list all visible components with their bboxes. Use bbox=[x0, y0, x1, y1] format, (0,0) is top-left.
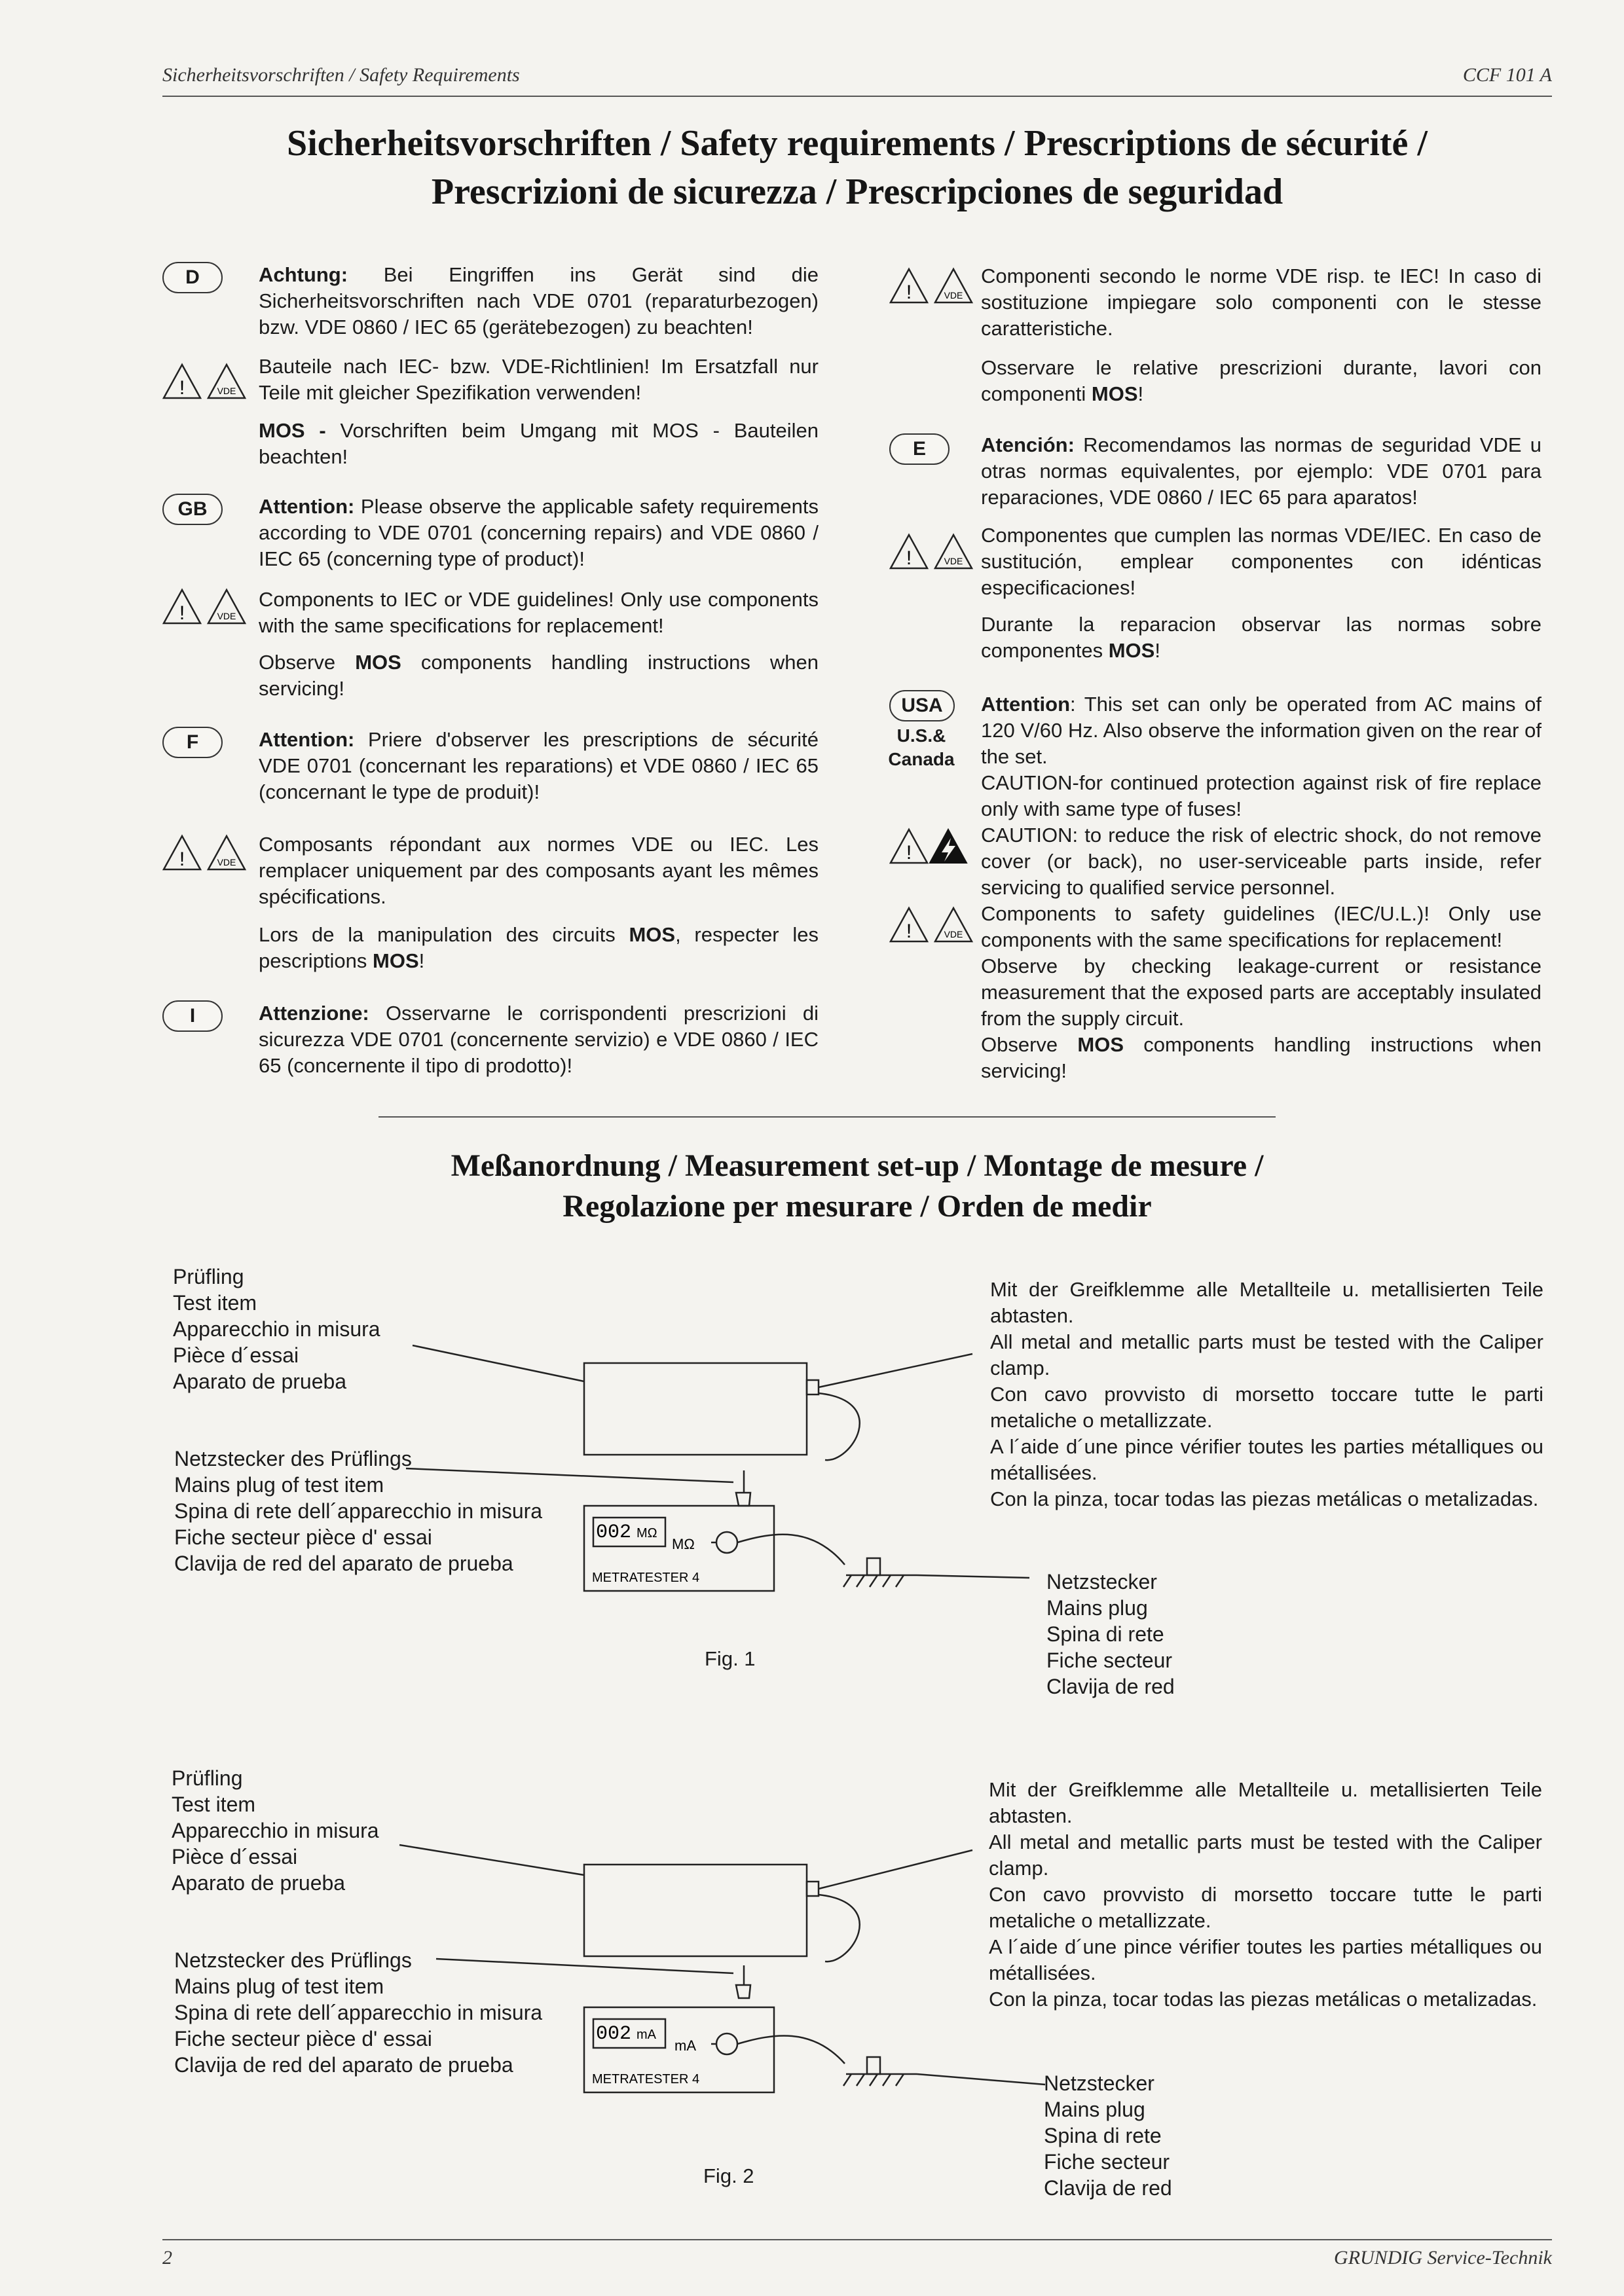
warning-vde-icon bbox=[889, 905, 974, 947]
gb-components-para: Components to IEC or VDE guidelines! Only use components with the same specifications for replacement! bbox=[259, 588, 819, 637]
e-mos-para bbox=[981, 611, 1541, 664]
fig2-mains-label: Netzstecker bbox=[1044, 2071, 1154, 2095]
f-mos-para bbox=[259, 922, 819, 974]
fig2-caliper-line: A l´aide d´une pince vérifier toutes les parties métalliques ou métallisées. bbox=[989, 1935, 1542, 1984]
e-mos-post: ! bbox=[1154, 639, 1160, 662]
running-footer-right: GRUNDIG Service-Technik bbox=[1334, 2247, 1552, 2269]
f-mos-pre: Lors de la manipulation des circuits bbox=[259, 923, 629, 946]
fig1-test-item-label: Aparato de prueba bbox=[173, 1370, 347, 1393]
warning-vde-icon bbox=[162, 587, 248, 629]
gb-attention-text: Please observe the applicable safety requirements according to VDE 0701 (concerning repairs) and VDE 0860 / IEC 65 (concerning type of product)! bbox=[259, 495, 819, 570]
fig2-leader-line bbox=[399, 1845, 584, 1875]
fig2-meter-probe-socket bbox=[716, 2033, 737, 2054]
gb-mos-label: MOS bbox=[355, 651, 401, 674]
lang-badge-i: I bbox=[162, 1000, 223, 1032]
i-attention-text: Osservarne le corrispondenti prescrizioni di sicurezza VDE 0701 (concernente servizio) e VDE 0860 / IEC 65 (concernente il tipo di prodotto)! bbox=[259, 1002, 819, 1077]
f-mos-label-2: MOS bbox=[373, 949, 419, 972]
fig2-mains-leader bbox=[436, 1959, 733, 1973]
vde-mark: VDE bbox=[217, 611, 236, 621]
fig2-mains-test-label: Mains plug of test item bbox=[174, 1975, 384, 1998]
svg-text:!: ! bbox=[906, 547, 912, 569]
fig2-mains-label: Fiche secteur bbox=[1044, 2150, 1170, 2174]
fig1-mains-label: Fiche secteur bbox=[1046, 1649, 1173, 1672]
page-number: 2 bbox=[162, 2247, 172, 2269]
f-mos-mid: , respecter les pescriptions bbox=[259, 923, 819, 972]
fig1-rear-socket bbox=[807, 1380, 819, 1394]
fig1-caption: Fig. 1 bbox=[705, 1647, 756, 1670]
fig1-test-item-box bbox=[584, 1363, 807, 1455]
usa-attention-para bbox=[981, 691, 1541, 770]
running-header-left: Sicherheitsvorschriften / Safety Requirements bbox=[162, 64, 520, 86]
fig2-caliper-line: Con cavo provvisto di morsetto toccare tutte le parti metaliche o metallizzate. bbox=[989, 1883, 1542, 1932]
usa-leakage-para: Observe by checking leakage-current or resistance measurement that the exposed parts are acceptably insulated from the supply circuit. bbox=[981, 955, 1541, 1030]
measurement-title bbox=[162, 1146, 1552, 1227]
usa-caution-fire-para: CAUTION-for continued protection against risk of fire replace only with same type of fuses! bbox=[981, 771, 1541, 820]
d-attention-text: Bei Eingriffen ins Gerät sind die Sicherheitsvorschriften nach VDE 0701 (reparaturbezogen) bzw. VDE 0860 / IEC 65 (gerätebezogen) zu beachten! bbox=[259, 263, 819, 338]
fig2-wall-plug bbox=[867, 2057, 880, 2074]
usa-mos-label: MOS bbox=[1077, 1033, 1124, 1056]
usa-attention-label: Attention bbox=[981, 693, 1071, 716]
fig1-meter-name: METRATESTER 4 bbox=[592, 1571, 700, 1585]
usa-mos-post: components handling instructions when servicing! bbox=[981, 1033, 1541, 1082]
page-title-line2: Prescrizioni de sicurezza / Prescripciones de seguridad bbox=[431, 172, 1283, 212]
i-mos-label: MOS bbox=[1091, 382, 1138, 405]
fig2-mains-label: Clavija de red bbox=[1044, 2176, 1172, 2200]
shock-warning-icon bbox=[889, 826, 974, 869]
gb-mos-pre: Observe bbox=[259, 651, 356, 674]
i-attention-label: Attenzione: bbox=[259, 1002, 369, 1025]
fig1-caliper-line: Mit der Greifklemme alle Metallteile u. metallisierten Teile abtasten. bbox=[990, 1278, 1543, 1327]
fig1-test-lead bbox=[737, 1535, 845, 1565]
fig1-diagram bbox=[393, 1309, 1048, 1637]
fig2-caliper-text bbox=[989, 1777, 1542, 2013]
fig2-meter-unit: mA bbox=[674, 2037, 696, 2054]
lang-badge-usa: USA bbox=[889, 690, 955, 721]
warning-vde-icon bbox=[889, 266, 974, 308]
fig1-mains-label: Spina di rete bbox=[1046, 1622, 1164, 1646]
fig1-meter-unit: MΩ bbox=[672, 1536, 695, 1552]
fig1-mains-test-label: Fiche secteur pièce d' essai bbox=[174, 1525, 432, 1549]
fig1-wall-plug bbox=[867, 1558, 880, 1575]
fig2-mains-test-label: Clavija de red del aparato de prueba bbox=[174, 2053, 513, 2077]
usa-canada-line1: U.S.& bbox=[896, 725, 946, 746]
fig2-test-item-label: Apparecchio in misura bbox=[172, 1819, 379, 1842]
fig2-meter-readout-unit: mA bbox=[637, 2028, 656, 2042]
usa-canada-label bbox=[883, 724, 960, 771]
e-attention-text: Recomendamos las normas de seguridad VDE u otras normas equivalentes, por ejemplo: VDE 0701 para reparaciones, VDE 0860 / IEC 65 para aparatos! bbox=[981, 433, 1541, 509]
svg-text:!: ! bbox=[906, 842, 912, 864]
fig1-mains-test-label: Clavija de red del aparato de prueba bbox=[174, 1552, 513, 1575]
header-rule bbox=[162, 96, 1552, 97]
measurement-title-line1: Meßanordnung / Measurement set-up / Montage de mesure / bbox=[451, 1148, 1264, 1183]
d-attention-para bbox=[259, 262, 819, 340]
vde-mark: VDE bbox=[944, 290, 963, 301]
fig1-meter-readout: 002 bbox=[596, 1522, 632, 1544]
d-mos-label: MOS - bbox=[259, 419, 326, 442]
usa-mos-para bbox=[981, 1032, 1541, 1084]
fig1-mains-test-label: Spina di rete dell´apparecchio in misura bbox=[174, 1499, 543, 1523]
lang-badge-f: F bbox=[162, 727, 223, 758]
page-title-line1: Sicherheitsvorschriften / Safety requirements / Prescriptions de sécurité / bbox=[287, 123, 1428, 164]
svg-text:!: ! bbox=[179, 848, 185, 870]
lang-badge-d: D bbox=[162, 262, 223, 293]
fig2-rear-socket bbox=[807, 1882, 819, 1896]
fig2-test-item-label: Pièce d´essai bbox=[172, 1845, 298, 1868]
fig1-test-item-labels bbox=[173, 1264, 380, 1394]
fig2-mains-test-label: Netzstecker des Prüflings bbox=[174, 1948, 412, 1972]
fig1-mains-test-label: Netzstecker des Prüflings bbox=[174, 1447, 412, 1470]
d-components-para: Bauteile nach IEC- bzw. VDE-Richtlinien! Im Ersatzfall nur Teile mit gleicher Spezifikation verwenden! bbox=[259, 355, 819, 404]
warning-vde-icon bbox=[889, 532, 974, 574]
measurement-title-line2: Regolazione per mesurare / Orden de medir bbox=[563, 1189, 1152, 1224]
fig2-test-item-label: Prüfling bbox=[172, 1766, 243, 1790]
fig1-mains-plug-leader bbox=[917, 1575, 1029, 1578]
usa-components-para: Components to safety guidelines (IEC/U.L.)! Only use components with the same specifications for replacement! bbox=[981, 902, 1541, 951]
fig2-mains-test-label: Fiche secteur pièce d' essai bbox=[174, 2027, 432, 2050]
fig1-caliper-line: Con cavo provvisto di morsetto toccare tutte le parti metaliche o metallizzate. bbox=[990, 1383, 1543, 1432]
lang-badge-gb: GB bbox=[162, 494, 223, 525]
e-mos-pre: Durante la reparacion observar las normas sobre componentes bbox=[981, 613, 1541, 662]
fig1-meter-plug bbox=[736, 1493, 750, 1506]
fig1-test-item-label: Apparecchio in misura bbox=[173, 1317, 380, 1341]
usa-caution-shock-para: CAUTION: to reduce the risk of electric shock, do not remove cover (or back), no user-serviceable parts inside, refer servicing to qualified service personnel. bbox=[981, 824, 1541, 899]
fig1-leader-line bbox=[413, 1345, 584, 1381]
page-title bbox=[162, 119, 1552, 216]
e-components-para: Componentes que cumplen las normas VDE/IEC. En caso de sustitución, emplear componentes con idénticas especificaciones! bbox=[981, 524, 1541, 599]
fig2-caliper-clamp bbox=[819, 1850, 972, 1889]
fig2-mains-plug-leader bbox=[917, 2074, 1045, 2085]
usa-mos-pre: Observe bbox=[981, 1033, 1078, 1056]
fig1-caliper-line: All metal and metallic parts must be tested with the Caliper clamp. bbox=[990, 1330, 1543, 1379]
svg-text:!: ! bbox=[906, 920, 912, 942]
fig2-caption: Fig. 2 bbox=[703, 2164, 754, 2187]
fig1-mains-label: Clavija de red bbox=[1046, 1675, 1175, 1698]
d-attention-label: Achtung: bbox=[259, 263, 348, 286]
f-components-para: Composants répondant aux normes VDE ou IEC. Les remplacer uniquement par des composants ayant les mêmes spécifications. bbox=[259, 833, 819, 908]
fig1-mains-labels bbox=[1046, 1569, 1175, 1700]
i-attention-para bbox=[259, 1000, 819, 1079]
section-divider bbox=[378, 1116, 1276, 1118]
f-attention-text: Priere d'observer les prescriptions de sécurité VDE 0701 (concernant les reparations) et VDE 0860 / IEC 65 (concernant le type de produit)! bbox=[259, 728, 819, 803]
svg-text:!: ! bbox=[179, 602, 185, 624]
footer-rule bbox=[162, 2239, 1552, 2240]
fig2-test-item-label: Aparato de prueba bbox=[172, 1871, 346, 1895]
fig2-test-item-label: Test item bbox=[172, 1793, 256, 1816]
fig1-mains-leader bbox=[406, 1468, 733, 1482]
fig2-mains-test-label: Spina di rete dell´apparecchio in misura bbox=[174, 2001, 543, 2024]
fig1-power-cable bbox=[819, 1393, 860, 1460]
fig2-caliper-line: All metal and metallic parts must be tested with the Caliper clamp. bbox=[989, 1831, 1542, 1880]
svg-text:!: ! bbox=[906, 282, 912, 303]
vde-mark: VDE bbox=[944, 556, 963, 566]
fig1-meter-probe-socket bbox=[716, 1532, 737, 1553]
gb-mos-para bbox=[259, 649, 819, 702]
fig1-mains-label: Netzstecker bbox=[1046, 1570, 1157, 1594]
fig1-test-item-label: Prüfling bbox=[173, 1265, 244, 1288]
fig1-caliper-line: A l´aide d´une pince vérifier toutes les parties métalliques ou métallisées. bbox=[990, 1435, 1543, 1484]
lang-badge-e: E bbox=[889, 433, 950, 465]
fig1-mains-test-label: Mains plug of test item bbox=[174, 1473, 384, 1497]
warning-vde-icon bbox=[162, 361, 248, 404]
vde-mark: VDE bbox=[944, 929, 963, 939]
gb-mos-post: components handling instructions when servicing! bbox=[259, 651, 819, 700]
usa-attention-text: : This set can only be operated from AC mains of 120 V/60 Hz. Also observe the information given on the rear of the set. bbox=[981, 693, 1541, 768]
svg-text:!: ! bbox=[179, 377, 185, 399]
e-attention-para bbox=[981, 432, 1541, 511]
fig1-test-item-label: Pièce d´essai bbox=[173, 1343, 299, 1367]
i-mos-post: ! bbox=[1137, 382, 1144, 405]
fig2-mains-label: Spina di rete bbox=[1044, 2124, 1162, 2147]
fig1-mains-label: Mains plug bbox=[1046, 1596, 1148, 1620]
i-mos-pre: Osservare le relative prescrizioni durante, lavori con componenti bbox=[981, 356, 1541, 405]
f-attention-para bbox=[259, 727, 819, 805]
fig1-test-item-label: Test item bbox=[173, 1291, 257, 1315]
d-mos-para bbox=[259, 418, 819, 470]
fig2-test-item-box bbox=[584, 1865, 807, 1956]
i-components-para: Componenti secondo le norme VDE risp. te IEC! In caso di sostituzione impiegare solo componenti con le stesse caratteristiche. bbox=[981, 264, 1541, 340]
fig2-meter-plug bbox=[736, 1985, 750, 1998]
vde-mark: VDE bbox=[217, 386, 236, 396]
fig2-caliper-line: Con la pinza, tocar todas las piezas metálicas o metalizadas. bbox=[989, 1988, 1538, 2011]
d-mos-text: Vorschriften beim Umgang mit MOS - Bauteilen beachten! bbox=[259, 419, 819, 468]
fig1-caliper-text bbox=[990, 1277, 1543, 1512]
e-attention-label: Atención: bbox=[981, 433, 1075, 456]
fig2-meter-name: METRATESTER 4 bbox=[592, 2072, 700, 2086]
f-attention-label: Attention: bbox=[259, 728, 355, 751]
warning-vde-icon bbox=[162, 833, 248, 875]
fig2-meter-readout: 002 bbox=[596, 2023, 632, 2045]
f-mos-label: MOS bbox=[629, 923, 676, 946]
usa-canada-line2: Canada bbox=[888, 749, 955, 769]
fig1-caliper-clamp bbox=[819, 1354, 972, 1387]
i-mos-para bbox=[981, 355, 1541, 407]
fig2-test-lead bbox=[737, 2035, 845, 2064]
fig2-power-cable bbox=[819, 1895, 860, 1961]
f-mos-post: ! bbox=[418, 949, 425, 972]
fig2-mains-labels bbox=[1044, 2070, 1172, 2201]
fig2-diagram bbox=[393, 1811, 1048, 2138]
fig2-caliper-line: Mit der Greifklemme alle Metallteile u. metallisierten Teile abtasten. bbox=[989, 1778, 1542, 1827]
vde-mark: VDE bbox=[217, 857, 236, 867]
fig2-test-item-labels bbox=[172, 1765, 379, 1896]
gb-attention-para bbox=[259, 494, 819, 572]
fig1-caliper-line: Con la pinza, tocar todas las piezas metálicas o metalizadas. bbox=[990, 1487, 1539, 1510]
running-header-right: CCF 101 A bbox=[1462, 64, 1552, 86]
gb-attention-label: Attention: bbox=[259, 495, 355, 518]
fig1-meter-readout-unit: MΩ bbox=[637, 1526, 657, 1540]
fig2-mains-label: Mains plug bbox=[1044, 2098, 1145, 2121]
e-mos-label: MOS bbox=[1108, 639, 1155, 662]
